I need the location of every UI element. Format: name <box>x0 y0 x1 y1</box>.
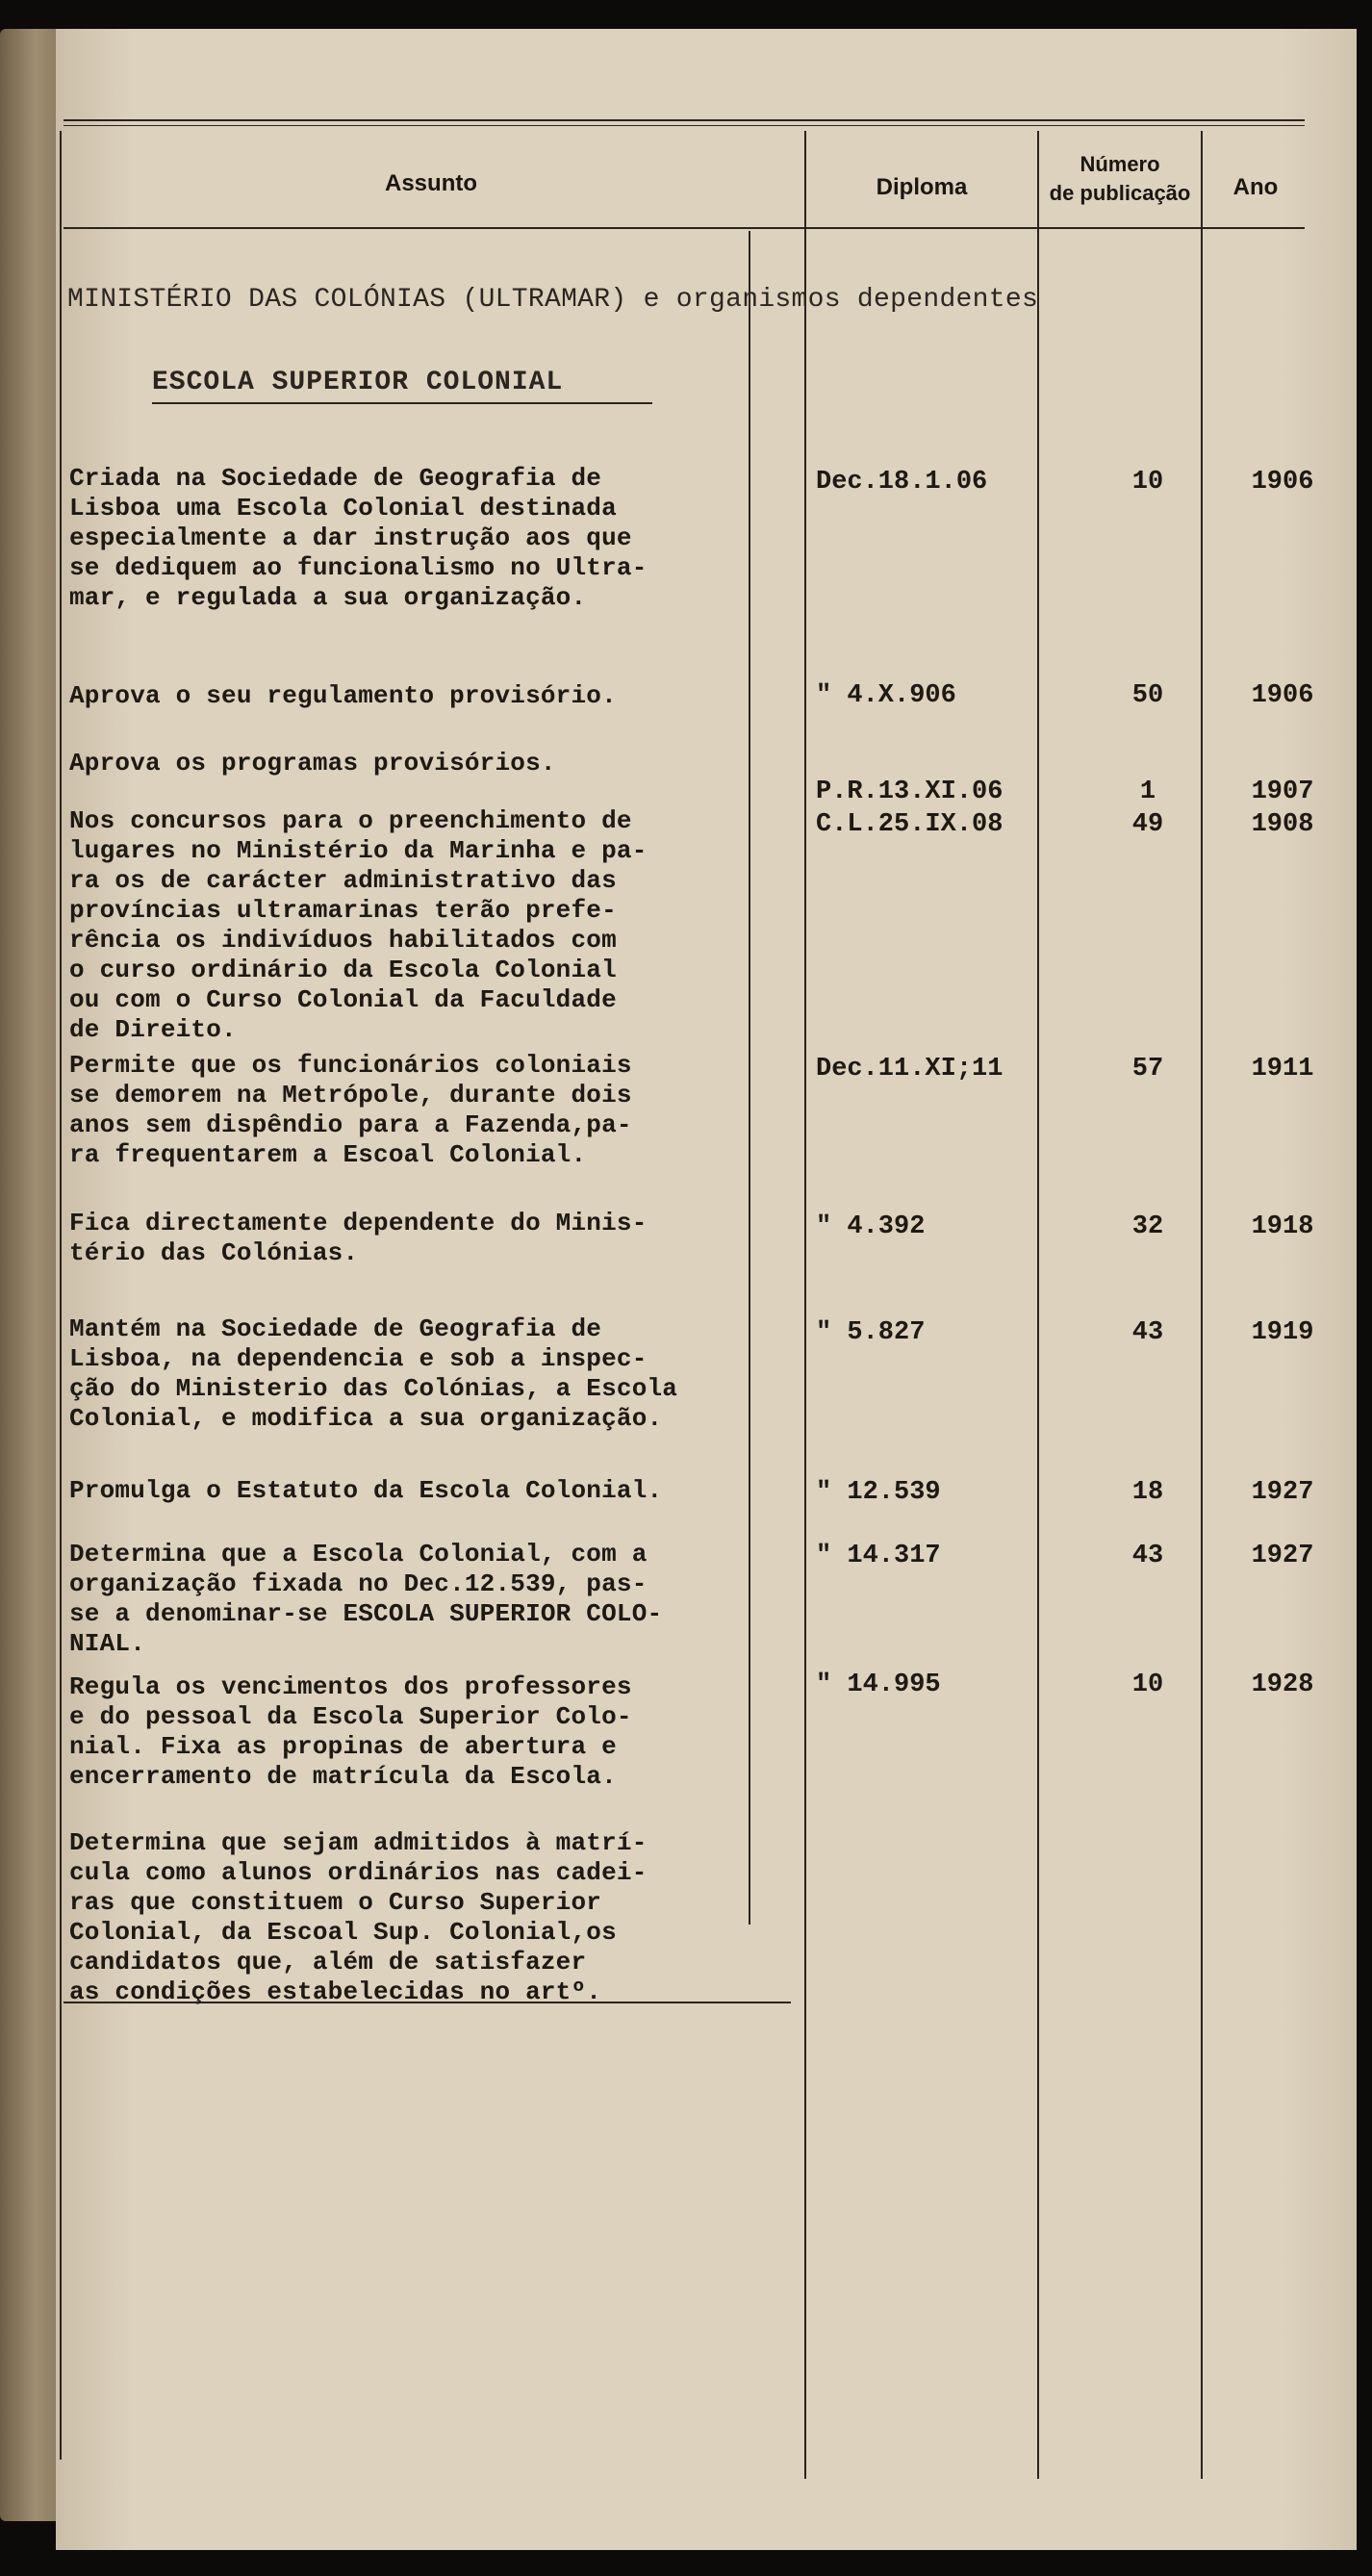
entry-2-diploma: " 4.X.906 <box>816 681 956 710</box>
entry-7-diploma: " 5.827 <box>816 1318 926 1347</box>
entry-5-diploma: Dec.11.XI;11 <box>816 1055 1004 1084</box>
entry-10-ano: 1928 <box>1251 1671 1314 1699</box>
section-title-underline <box>152 402 652 404</box>
adjacent-page-edge <box>0 29 60 2521</box>
entry-1-assunto: Criada na Sociedade de Geografia de Lisboa uma Escola Colonial destinada especialmente a dar instrução aos que se dediquem ao funcionalismo no Ultra- mar, e regulada a sua organização. <box>69 464 648 612</box>
entry-3-diploma: P.R.13.XI.06 <box>816 778 1004 806</box>
left-margin-rule <box>60 131 62 2460</box>
entry-5-ano: 1911 <box>1251 1055 1314 1084</box>
ledger-page <box>56 29 1357 2550</box>
section-title: ESCOLA SUPERIOR COLONIAL <box>152 368 564 397</box>
header-ano: Ano <box>1232 174 1279 200</box>
entry-5-assunto: Permite que os funcionários coloniais se demorem na Metrópole, durante dois anos sem dispêndio para a Fazenda,pa- ra frequentarem a Escoal Colonial. <box>69 1051 632 1169</box>
entry-10-assunto: Regula os vencimentos dos professores e do pessoal da Escola Superior Colo- nial. Fixa as propinas de abertura e encerramento de matrícula da Escola. <box>69 1672 632 1791</box>
entry-3-numero: 1 <box>1139 778 1156 806</box>
entry-6-assunto: Fica directamente dependente do Minis- tério das Colónias. <box>69 1209 648 1267</box>
entry-3-assunto: Aprova os programas provisórios. <box>69 749 556 778</box>
header-diploma: Diploma <box>876 174 968 200</box>
entry-1-ano: 1906 <box>1251 468 1314 497</box>
entry-4-diploma: C.L.25.IX.08 <box>816 810 1004 839</box>
entry-8-assunto: Promulga o Estatuto da Escola Colonial. <box>69 1476 663 1505</box>
entry-7-assunto: Mantém na Sociedade de Geografia de Lisboa, na dependencia e sob a inspec- ção do Ministerio das Colónias, a Escola Colonial, e modifica a sua organização. <box>69 1314 678 1433</box>
entry-9-numero: 43 <box>1131 1542 1164 1570</box>
entry-3-ano: 1907 <box>1251 778 1314 806</box>
entry-10-numero: 10 <box>1131 1671 1164 1699</box>
entry-4-ano: 1908 <box>1251 810 1314 839</box>
entry-7-ano: 1919 <box>1251 1318 1314 1347</box>
entry-8-diploma: " 12.539 <box>816 1478 941 1507</box>
entry-2-assunto: Aprova o seu regulamento provisório. <box>69 681 617 710</box>
entry-2-numero: 50 <box>1131 681 1164 710</box>
entry-6-ano: 1918 <box>1251 1212 1314 1241</box>
entry-8-numero: 18 <box>1131 1478 1164 1507</box>
entry-10-diploma: " 14.995 <box>816 1671 941 1699</box>
header-numero: Número de publicação <box>1049 152 1191 205</box>
ministry-line: MINISTÉRIO DAS COLÓNIAS (ULTRAMAR) e organismos dependentes <box>67 285 1039 315</box>
entry-6-diploma: " 4.392 <box>816 1212 926 1241</box>
entry-4-assunto: Nos concursos para o preenchimento de lugares no Ministério da Marinha e pa- ra os de carácter administrativo das províncias ultramarinas terão prefe- rência os indivíduos habilitados com o curso ordinário da Escola Colonial ou com o Curso Colonial da Faculdade de Direito. <box>69 806 648 1044</box>
top-rule-2 <box>64 125 1305 126</box>
entry-9-ano: 1927 <box>1251 1542 1314 1570</box>
top-rule <box>64 119 1305 121</box>
entry-9-diploma: " 14.317 <box>816 1542 941 1570</box>
entry-9-assunto: Determina que a Escola Colonial, com a organização fixada no Dec.12.539, pas- se a denominar-se ESCOLA SUPERIOR COLO- NIAL. <box>69 1540 663 1658</box>
entry-1-numero: 10 <box>1131 468 1164 497</box>
header-bottom-rule <box>64 227 1305 229</box>
entry-2-ano: 1906 <box>1251 681 1314 710</box>
col-rule-assunto-diploma <box>804 131 806 2479</box>
header-assunto: Assunto <box>385 170 477 196</box>
entry-4-numero: 49 <box>1131 810 1164 839</box>
entry-5-numero: 57 <box>1131 1055 1164 1084</box>
entry-6-numero: 32 <box>1131 1212 1164 1241</box>
entry-1-diploma: Dec.18.1.06 <box>816 468 988 497</box>
entry-11-assunto: Determina que sejam admitidos à matrí- cula como alunos ordinários nas cadei- ras que constituem o Curso Superior Colonial, da Escoal Sup. Colonial,os candidatos que, além de satisfazer as condições estabelecidas no artº. <box>69 1828 648 2006</box>
entry-8-ano: 1927 <box>1251 1478 1314 1507</box>
entry-7-numero: 43 <box>1131 1318 1164 1347</box>
